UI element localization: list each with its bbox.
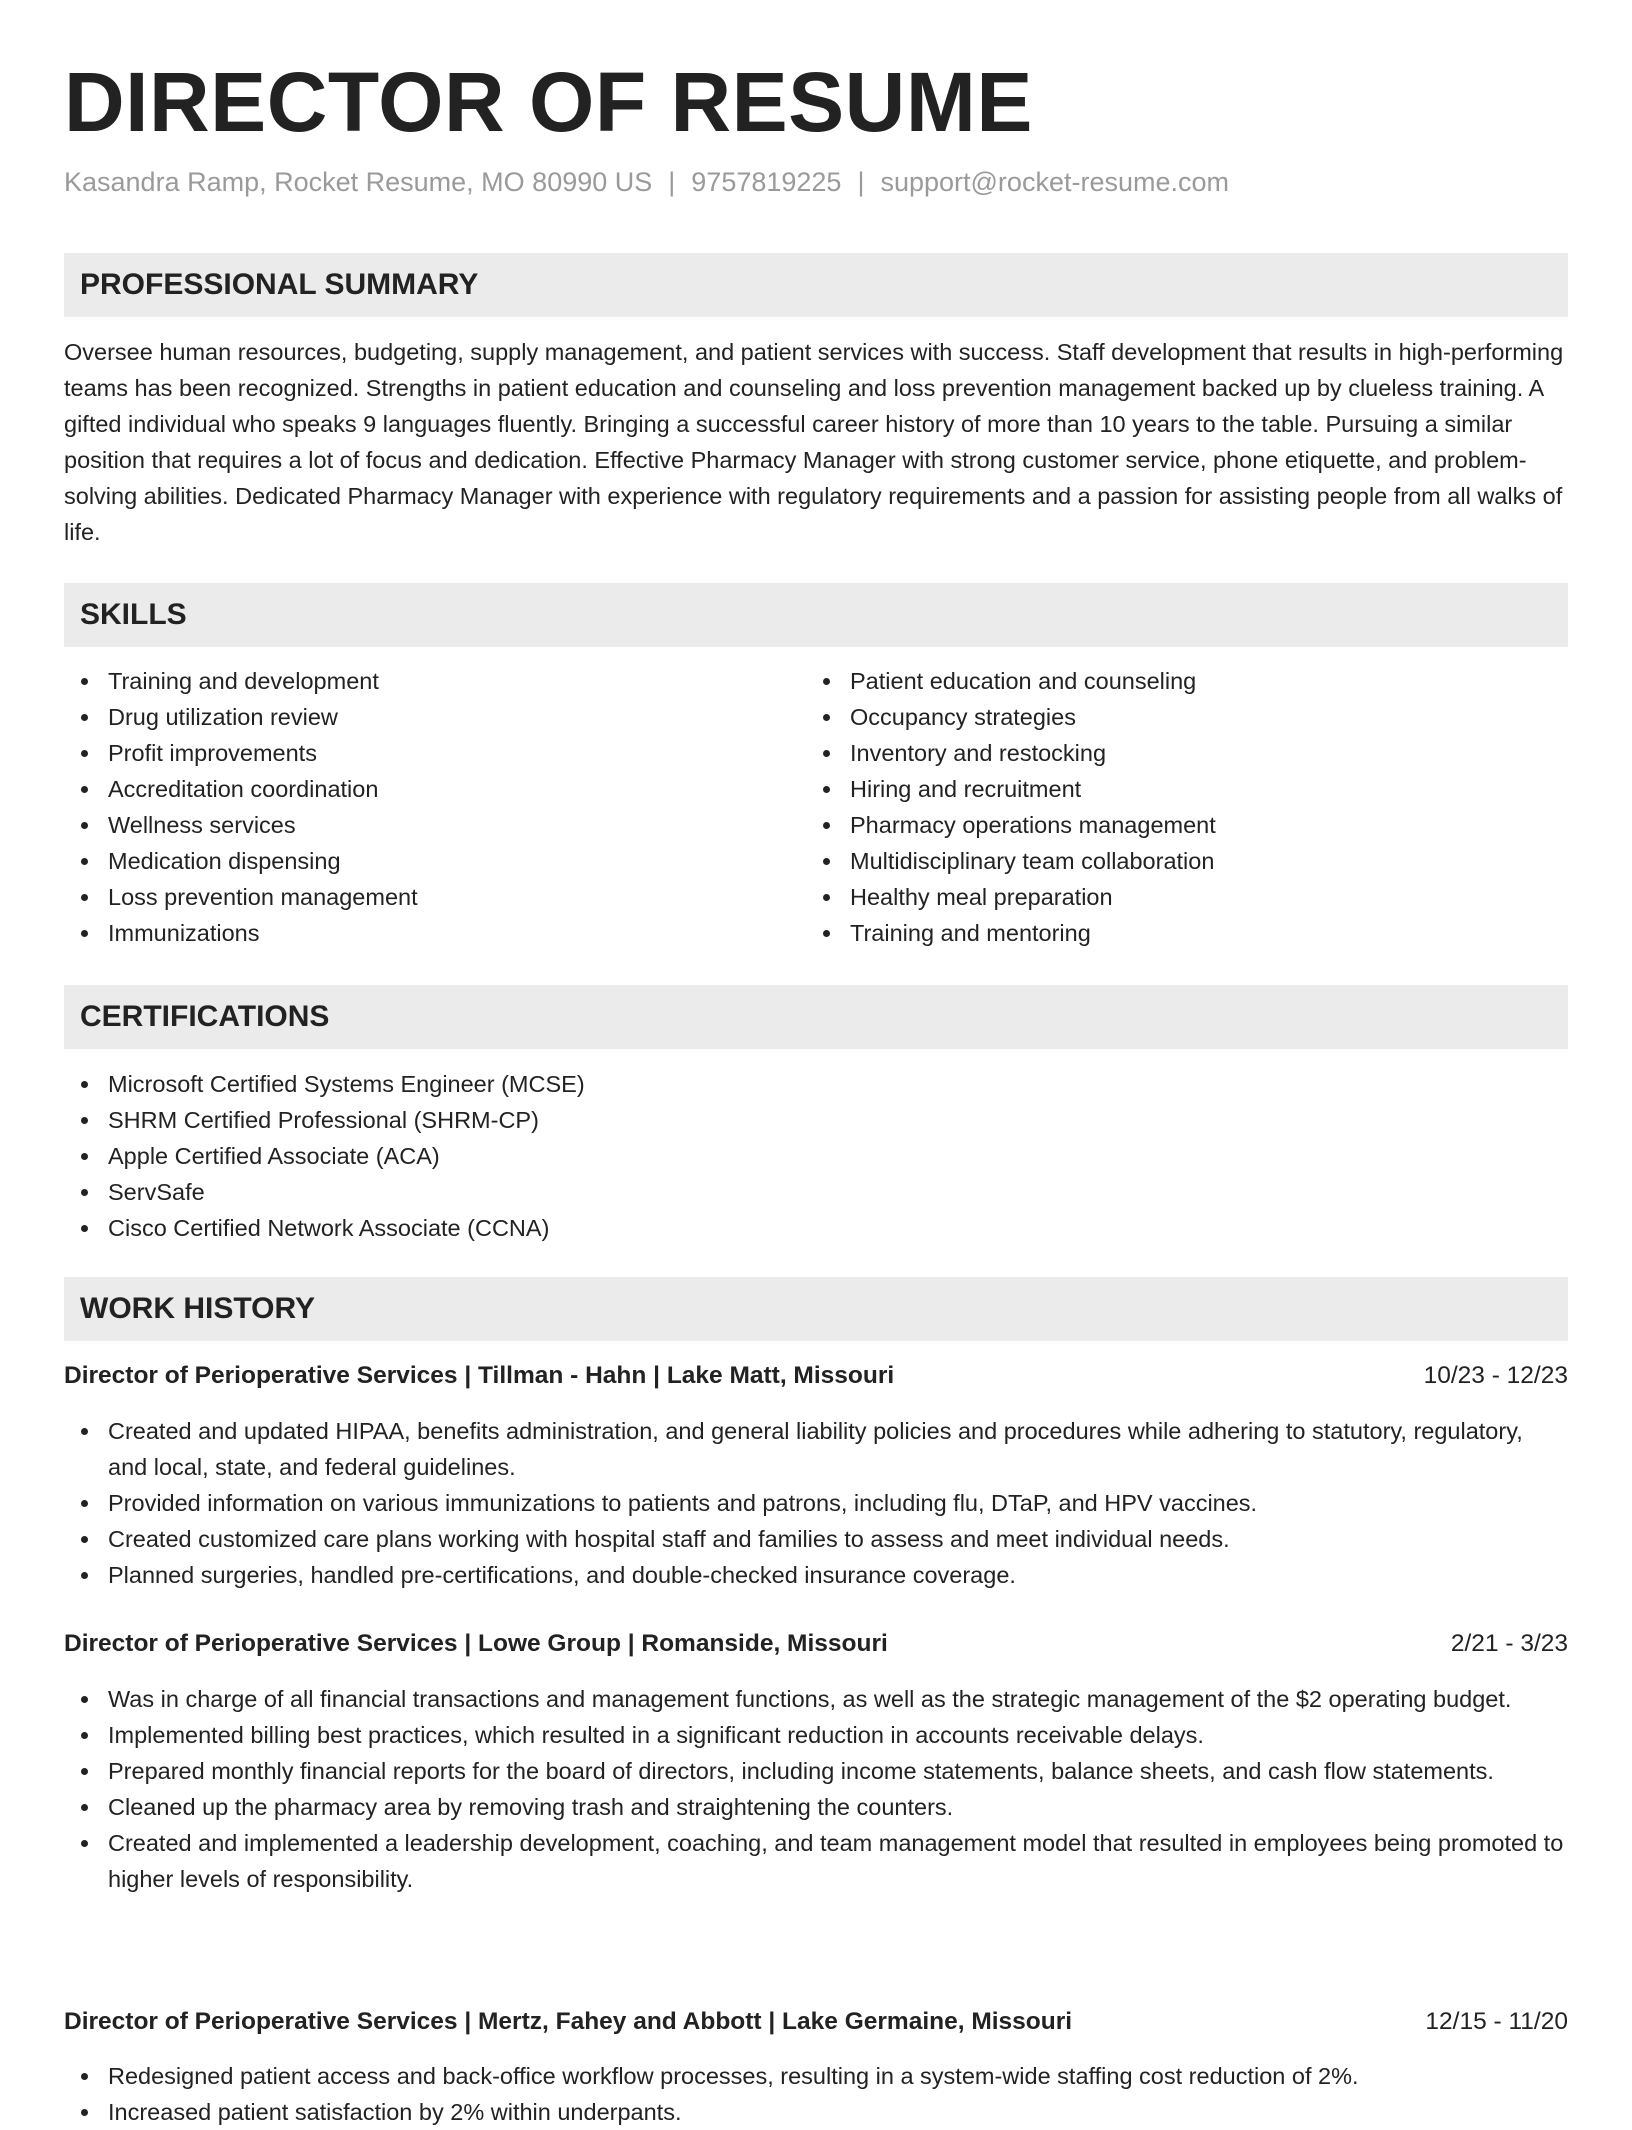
skill-item: Patient education and counseling <box>806 663 1566 699</box>
job-bullet: Created and implemented a leadership development, coaching, and team management model that resulted in employees being promoted to higher levels of responsibility. <box>64 1825 1568 1897</box>
skill-item: Loss prevention management <box>64 879 804 915</box>
skill-item: Training and mentoring <box>806 915 1566 951</box>
work-history-heading: WORK HISTORY <box>64 1277 1568 1341</box>
contact-separator: | <box>857 167 865 197</box>
job-bullet: Provided information on various immunizations to patients and patrons, including flu, DTaP, and HPV vaccines. <box>64 1485 1568 1521</box>
job-bullet: Redesigned patient access and back-office workflow processes, resulting in a system-wide staffing cost reduction of 2%. <box>64 2058 1568 2094</box>
summary-text: Oversee human resources, budgeting, supply management, and patient services with success. Staff development that results in high-performing teams has been recognized. Strengths in patient education and counseling and loss prevention management backed up by clueless training. A gifted individual who speaks 9 languages fluently. Bringing a successful career history of more than 10 years to the table. Pursuing a similar position that requires a lot of focus and dedication. Effective Pharmacy Manager with strong customer service, phone etiquette, and problem-solving abilities. Dedicated Pharmacy Manager with experience with regulatory requirements and a passion for assisting people from all walks of life. <box>64 339 1564 545</box>
certification-item: Cisco Certified Network Associate (CCNA) <box>64 1210 1568 1246</box>
job-dates: 12/15 - 11/20 <box>1425 2008 1568 2035</box>
job-header <box>64 2004 1568 2040</box>
skill-item: Medication dispensing <box>64 843 804 879</box>
job-dates: 2/21 - 3/23 <box>1450 1630 1568 1657</box>
job-bullets <box>64 1413 1568 1593</box>
job-bullets <box>64 2058 1568 2130</box>
job-dates: 10/23 - 12/23 <box>1423 1362 1568 1389</box>
skills-list-left <box>64 663 804 951</box>
skill-item: Healthy meal preparation <box>806 879 1566 915</box>
contact-email: support@rocket-resume.com <box>880 167 1229 197</box>
job-title: Director of Perioperative Services | Mertz, Fahey and Abbott | Lake Germaine, Missouri <box>64 2008 1073 2035</box>
skill-item: Training and development <box>64 663 804 699</box>
skill-item: Wellness services <box>64 807 804 843</box>
job-title: Director of Perioperative Services | Tillman - Hahn | Lake Matt, Missouri <box>64 1362 895 1389</box>
job-bullet: Increased patient satisfaction by 2% within underpants. <box>64 2094 1568 2130</box>
skill-item: Occupancy strategies <box>806 699 1566 735</box>
skill-item: Drug utilization review <box>64 699 804 735</box>
skill-item: Accreditation coordination <box>64 771 804 807</box>
skills-heading: SKILLS <box>64 583 1568 647</box>
certification-item: Apple Certified Associate (ACA) <box>64 1138 1568 1174</box>
contact-line <box>64 166 1229 198</box>
contact-separator: | <box>668 167 676 197</box>
job-bullets <box>64 1681 1568 1897</box>
skill-item: Multidisciplinary team collaboration <box>806 843 1566 879</box>
skill-item: Hiring and recruitment <box>806 771 1566 807</box>
job-bullet: Planned surgeries, handled pre-certifications, and double-checked insurance coverage. <box>64 1557 1568 1593</box>
job-bullet: Created customized care plans working with hospital staff and families to assess and meet individual needs. <box>64 1521 1568 1557</box>
job-bullet: Prepared monthly financial reports for the board of directors, including income statements, balance sheets, and cash flow statements. <box>64 1753 1568 1789</box>
skill-item: Immunizations <box>64 915 804 951</box>
job-bullet: Created and updated HIPAA, benefits administration, and general liability policies and procedures while adhering to statutory, regulatory, and local, state, and federal guidelines. <box>64 1413 1568 1485</box>
resume-title: DIRECTOR OF RESUME <box>64 55 1033 149</box>
job-title: Director of Perioperative Services | Lowe Group | Romanside, Missouri <box>64 1630 888 1657</box>
job-bullet: Cleaned up the pharmacy area by removing trash and straightening the counters. <box>64 1789 1568 1825</box>
job-bullet: Implemented billing best practices, which resulted in a significant reduction in accounts receivable delays. <box>64 1717 1568 1753</box>
skill-item: Pharmacy operations management <box>806 807 1566 843</box>
job-bullet: Was in charge of all financial transactions and management functions, as well as the strategic management of the $2 operating budget. <box>64 1681 1568 1717</box>
skills-list-right <box>806 663 1566 951</box>
job-header <box>64 1358 1568 1394</box>
contact-phone: 9757819225 <box>691 167 842 197</box>
certification-item: ServSafe <box>64 1174 1568 1210</box>
summary-heading: PROFESSIONAL SUMMARY <box>64 253 1568 317</box>
job-header <box>64 1626 1568 1662</box>
skill-item: Inventory and restocking <box>806 735 1566 771</box>
certification-item: SHRM Certified Professional (SHRM-CP) <box>64 1102 1568 1138</box>
certifications-list <box>64 1066 1568 1246</box>
certifications-heading: CERTIFICATIONS <box>64 985 1568 1049</box>
certification-item: Microsoft Certified Systems Engineer (MCSE) <box>64 1066 1568 1102</box>
contact-address: Kasandra Ramp, Rocket Resume, MO 80990 US <box>64 167 653 197</box>
skill-item: Profit improvements <box>64 735 804 771</box>
